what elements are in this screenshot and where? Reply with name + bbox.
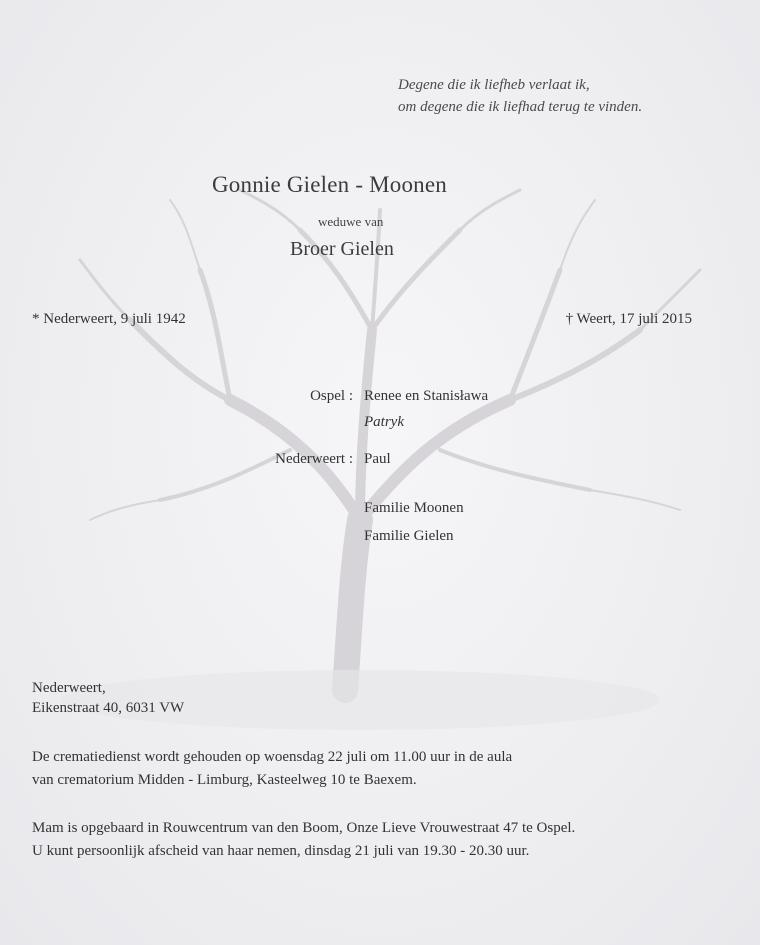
family-moonen: Familie Moonen xyxy=(364,500,464,516)
address-line-1: Nederweert, xyxy=(32,680,106,696)
relation-label: weduwe van xyxy=(318,214,384,229)
quote-line-2: om degene die ik liefhad terug te vinden. xyxy=(398,99,643,115)
family-names-ospel-2: Patryk xyxy=(364,414,404,430)
address-line-2: Eikenstraat 40, 6031 VW xyxy=(32,700,185,716)
spouse-name: Broer Gielen xyxy=(290,238,394,260)
deceased-name: Gonnie Gielen - Moonen xyxy=(212,172,447,197)
service-line-2: van crematorium Midden - Limburg, Kasteelweg 10 te Baexem. xyxy=(32,772,417,788)
death-line: † Weert, 17 juli 2015 xyxy=(565,311,692,327)
service-line-1: De crematiedienst wordt gehouden op woensdag 22 juli om 11.00 uur in de aula xyxy=(32,749,513,765)
quote-line-1: Degene die ik liefheb verlaat ik, xyxy=(398,77,590,93)
family-names-ospel: Renee en Stanisława xyxy=(364,388,489,404)
family-place-ospel: Ospel : xyxy=(310,388,353,404)
viewing-line-1: Mam is opgebaard in Rouwcentrum van den Boom, Onze Lieve Vrouwestraat 47 te Ospel. xyxy=(32,820,576,836)
family-place-nederweert: Nederweert : xyxy=(275,451,353,467)
family-names-nederweert: Paul xyxy=(364,451,391,467)
family-gielen: Familie Gielen xyxy=(364,528,454,544)
birth-line: * Nederweert, 9 juli 1942 xyxy=(32,311,186,327)
viewing-line-2: U kunt persoonlijk afscheid van haar nemen, dinsdag 21 juli van 19.30 - 20.30 uur. xyxy=(32,843,530,859)
